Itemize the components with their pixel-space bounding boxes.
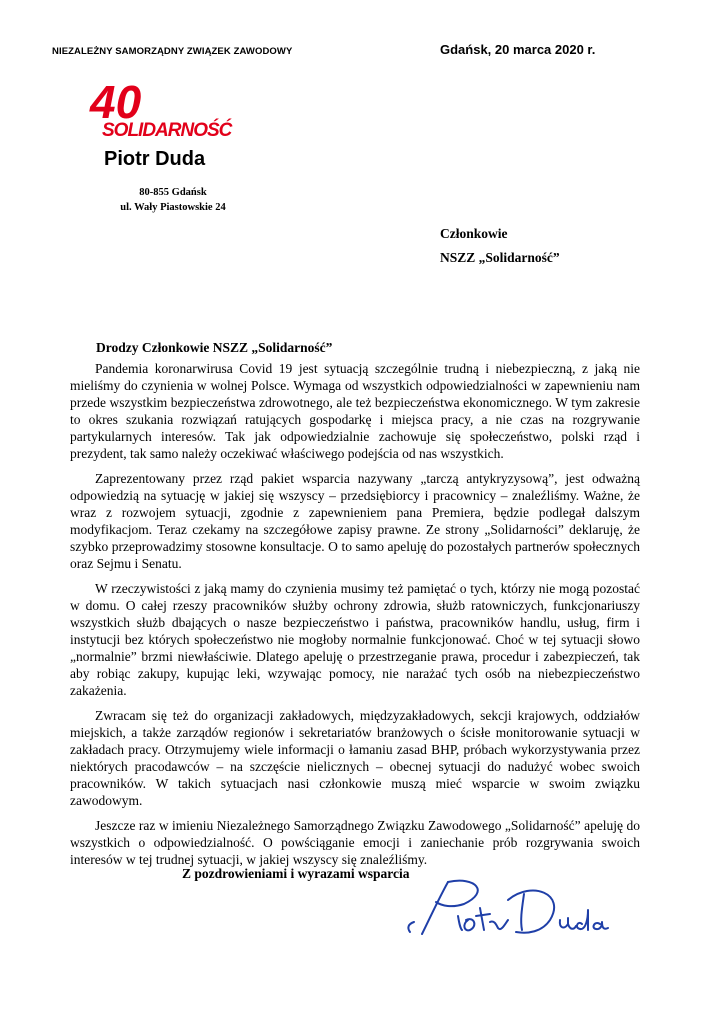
logo-graphic (88, 78, 240, 142)
paragraph-1: Pandemia koronarwirusa Covid 19 jest sytuacją szczególnie trudną i niebezpieczną, z jaką nie mieliśmy do czynienia w wolnej Polsce. Wymaga od wszystkich odpowiedzialności w zapewnieniu nam przede wszystkim bezpieczeństwa zdrowotnego, ale też bezpieczeństwa ekonomicznego. W tym zakresie to okres szukania rozwiązań ratujących gospodarkę i miejsca pracy, a nie czas na rozgrywanie partykularnych interesów. Tak jak odpowiedzialnie zachowuje się społeczeństwo, polski rząd i prezydent, tak samo należy oczekiwać właściwego podejścia od nas wszystkich. (70, 361, 640, 461)
solidarnosc-40-logo (88, 78, 240, 142)
address-line-postal: 80-855 Gdańsk (139, 187, 207, 198)
organization-header: NIEZALEŻNY SAMORZĄDNY ZWIĄZEK ZAWODOWY (52, 46, 293, 57)
sender-name: Piotr Duda (104, 148, 206, 170)
salutation: Drodzy Członkowie NSZZ „Solidarność” (96, 340, 333, 355)
paragraph-5: Jeszcze raz w imieniu Niezależnego Samorządnego Związku Zawodowego „Solidarność” apeluję do wszystkich o odpowiedzialność. O powściąganie emocji i zaniechanie prób rozgrywania swoich interesów w tej trudnej sytuacji, w jakiej wszyscy się znaleźliśmy. (70, 818, 640, 867)
paragraph-3: W rzeczywistości z jaką mamy do czynienia musimy też pamiętać o tych, którzy nie mogą pozostać w domu. O całej rzeszy pracowników służby ochrony zdrowia, służb ratowniczych, funkcjonariuszy wszystkich służb dbających o nasze bezpieczeństwo i państwa, pracowników handlu, usług, firm i instytucji bez których społeczeństwo nie mogłoby normalnie funkcjonować. Choć w tej sytuacji słowo „normalnie” brzmi niewłaściwie. Dlatego apeluję o przestrzeganie prawa, procedur i zabezpieczeń, tak aby robiąc zakupy, kupując leki, wzywając pomocy, nie narażać tych osób na niebezpieczeństwo zakażenia. (70, 581, 640, 698)
paragraph-2: Zaprezentowany przez rząd pakiet wsparcia nazywany „tarczą antykryzysową”, jest odważną odpowiedzią na sytuację w jakiej się wszyscy – przedsiębiorcy i pracownicy – znaleźliśmy. Ważne, że wraz z rozwojem sytuacji, zgodnie z zapewnieniem pana Premiera, będzie podlegał dalszym modyfikacjom. Teraz czekamy na szczegółowe zapisy prawne. Ze strony „Solidarności” deklaruję, że szybko przeprowadzimy stosowne konsultacje. O to samo apeluję do pozostałych partnerów społecznych oraz Sejmu i Senatu. (70, 471, 640, 571)
address-line-street: ul. Wały Piastowskie 24 (120, 202, 226, 213)
logo-wordmark: SOLIDARNOŚĆ (102, 120, 232, 141)
handwritten-signature (404, 872, 614, 952)
letter-date: Gdańsk, 20 marca 2020 r. (440, 42, 596, 57)
letter-body (70, 360, 640, 876)
recipient-line-1: Członkowie (440, 226, 508, 241)
closing-line: Z pozdrowieniami i wyrazami wsparcia (182, 866, 410, 881)
logo-number: 40 (90, 78, 142, 128)
signature-graphic (404, 872, 614, 952)
recipient-line-2: NSZZ „Solidarność” (440, 250, 560, 265)
paragraph-4: Zwracam się też do organizacji zakładowych, międzyzakładowych, sekcji krajowych, oddziałów miejskich, a także zarządów regionów i sekretariatów branżowych o ścisłe monitorowanie sytuacji w zakładach pracy. Otrzymujemy wiele informacji o łamaniu zasad BHP, próbach wykorzystywania przez niektórych pracodawców – na szczęście nielicznych – obecnej sytuacji do nadużyć wobec swoich pracowników. W takich sytuacjach nasi członkowie muszą mieć wsparcie w swoim związku zawodowym. (70, 708, 640, 808)
sender-address (108, 185, 238, 215)
recipient-block (440, 222, 560, 270)
